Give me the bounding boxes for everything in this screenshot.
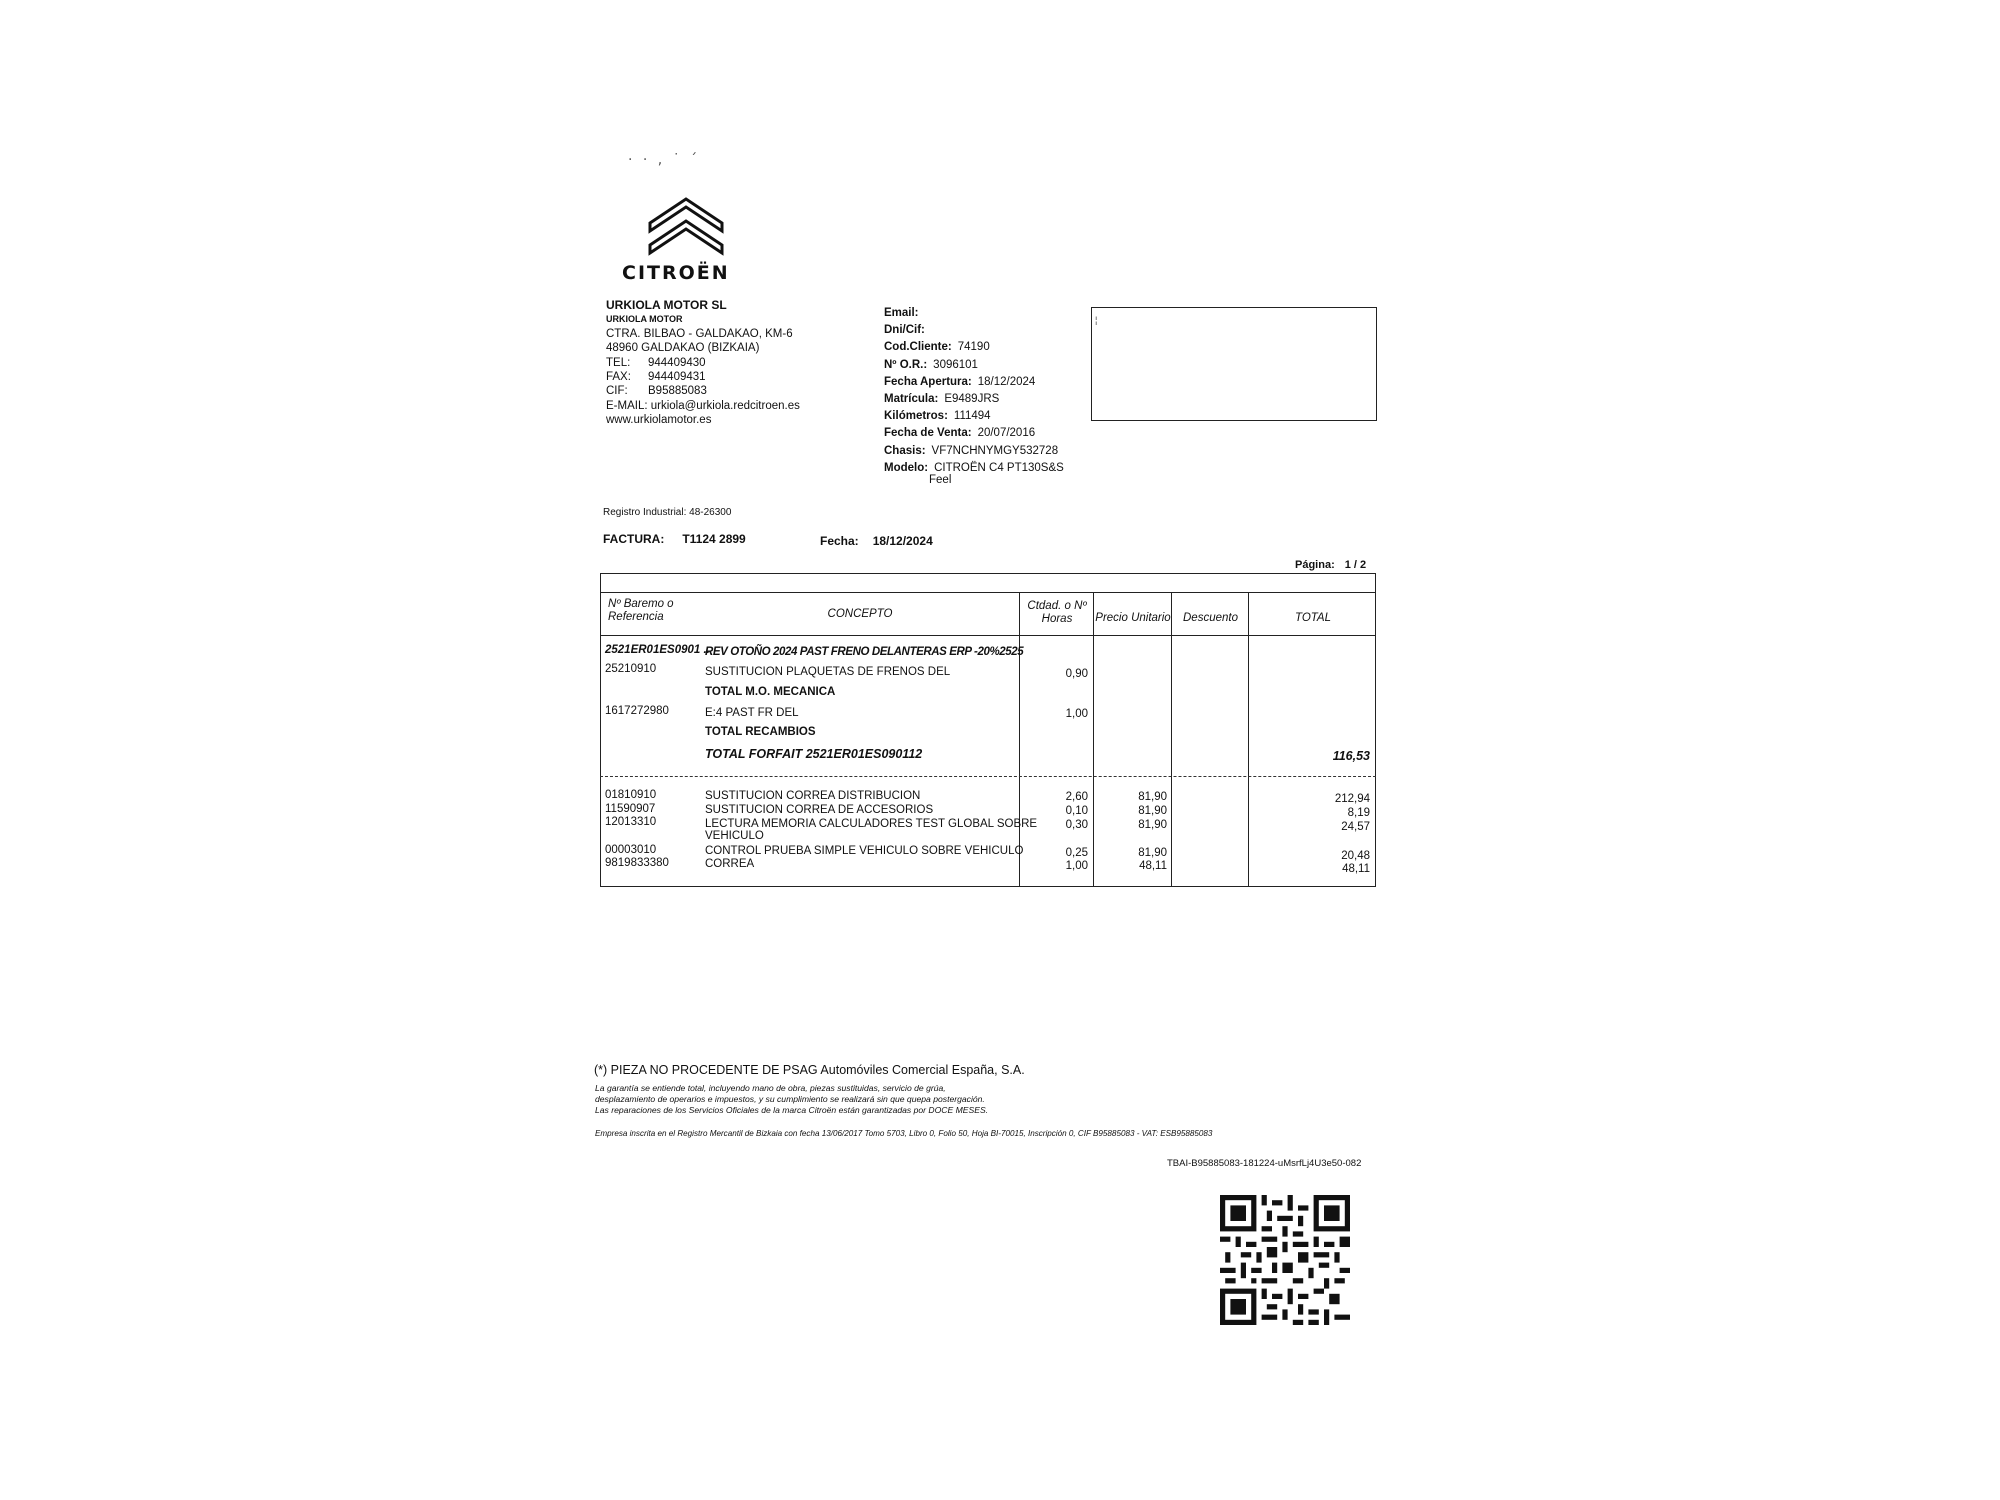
invoice-number: FACTURA: T1124 2899 xyxy=(603,532,746,546)
company-tel: TEL: 944409430 xyxy=(606,356,706,369)
warranty-text xyxy=(595,1083,1055,1116)
header-precio: Precio Unitario xyxy=(1095,612,1171,624)
info-dni: Dni/Cif: xyxy=(884,324,925,337)
registro-industrial: Registro Industrial: 48-26300 xyxy=(603,507,732,518)
header-cantidad: Ctdad. o Nº Horas xyxy=(1027,600,1087,625)
client-address-box xyxy=(1091,307,1377,421)
forfait-total-label: TOTAL FORFAIT 2521ER01ES090112 xyxy=(705,747,923,761)
warranty-line-3: Las reparaciones de los Servicios Oficiales de la marca Citroën están garantizadas por DOCE MESES. xyxy=(595,1105,989,1115)
col-divider-1 xyxy=(1019,592,1020,887)
table-row-ref: 12013310 xyxy=(605,816,657,828)
table-row-precio: 81,90 xyxy=(1138,819,1167,831)
table-row-total: 20,48 xyxy=(1341,850,1370,862)
info-apertura: Fecha Apertura: 18/12/2024 xyxy=(884,375,1036,388)
forfait-subtotal-label: TOTAL RECAMBIOS xyxy=(705,726,816,738)
page-number: Página: 1 / 2 xyxy=(1295,559,1367,571)
forfait-line-concepto: SUSTITUCION PLAQUETAS DE FRENOS DEL xyxy=(705,666,951,678)
double-chevron-icon xyxy=(646,193,726,257)
warranty-line-2: desplazamiento de operarios e impuestos, y su cumplimiento se realizará sin que quepa postergación. xyxy=(595,1094,985,1104)
table-row-concepto: LECTURA MEMORIA CALCULADORES TEST GLOBAL SOBRE xyxy=(705,818,1038,830)
company-subname: URKIOLA MOTOR xyxy=(606,314,683,325)
citroen-logo xyxy=(640,193,750,257)
company-cif: CIF: B95885083 xyxy=(606,385,707,398)
table-header-divider xyxy=(600,635,1376,636)
info-modelo-2: Feel xyxy=(929,474,952,487)
table-row-ref: 01810910 xyxy=(605,789,657,801)
info-km: Kilómetros: 111494 xyxy=(884,410,991,423)
forfait-line-cantidad: 1,00 xyxy=(1065,708,1088,720)
table-row-concepto: SUSTITUCION CORREA DISTRIBUCION xyxy=(705,790,921,802)
table-row-cantidad: 0,10 xyxy=(1065,805,1088,817)
info-chasis: Chasis: VF7NCHNYMGY532728 xyxy=(884,444,1059,457)
invoice-date: Fecha: 18/12/2024 xyxy=(820,534,933,548)
header-descuento: Descuento xyxy=(1183,612,1238,624)
company-address-1: CTRA. BILBAO - GALDAKAO, KM-6 xyxy=(606,327,793,340)
company-address-2: 48960 GALDAKAO (BIZKAIA) xyxy=(606,342,760,355)
footer-title: (*) PIEZA NO PROCEDENTE DE PSAG Automóviles Comercial España, S.A. xyxy=(594,1063,1025,1077)
forfait-ref: 2521ER01ES0901 .. xyxy=(605,644,710,656)
col-divider-3 xyxy=(1171,592,1172,887)
table-top-divider xyxy=(600,592,1376,593)
table-row-ref: 11590907 xyxy=(605,803,656,815)
company-name: URKIOLA MOTOR SL xyxy=(606,298,727,312)
table-row-total: 24,57 xyxy=(1341,821,1370,833)
info-matricula: Matrícula: E9489JRS xyxy=(884,393,1000,406)
handwritten-mark: · · , ˙ ´ xyxy=(628,152,701,168)
forfait-line-ref: 1617272980 xyxy=(605,705,669,717)
forfait-line-concepto: E:4 PAST FR DEL xyxy=(705,707,799,719)
info-or: Nº O.R.: 3096101 xyxy=(884,358,978,371)
forfait-line-cantidad: 0,90 xyxy=(1065,668,1088,680)
info-venta: Fecha de Venta: 20/07/2016 xyxy=(884,427,1036,440)
table-row-total: 48,11 xyxy=(1342,863,1370,875)
table-row-concepto-cont: VEHICULO xyxy=(705,830,764,842)
forfait-line-ref: 25210910 xyxy=(605,663,657,675)
header-concepto: CONCEPTO xyxy=(827,608,893,620)
table-row-precio: 81,90 xyxy=(1138,791,1167,803)
table-row-precio: 81,90 xyxy=(1138,847,1167,859)
header-total: TOTAL xyxy=(1295,612,1331,624)
table-row-cantidad: 0,30 xyxy=(1065,819,1088,831)
forfait-subtotal-label: TOTAL M.O. MECANICA xyxy=(705,686,836,698)
col-divider-2 xyxy=(1093,592,1094,887)
company-email: E-MAIL: urkiola@urkiola.redcitroen.es xyxy=(606,399,800,412)
tbai-code: TBAI-B95885083-181224-uMsrfLj4U3e50-082 xyxy=(1167,1158,1362,1169)
table-row-total: 8,19 xyxy=(1347,807,1370,819)
company-block xyxy=(606,298,800,428)
table-row-ref: 9819833380 xyxy=(605,857,669,869)
table-row-cantidad: 2,60 xyxy=(1065,791,1088,803)
header-ref: Nº Baremo o Referencia xyxy=(608,598,674,623)
table-row-precio: 48,11 xyxy=(1139,860,1167,872)
table-row-concepto: SUSTITUCION CORREA DE ACCESORIOS xyxy=(705,804,934,816)
company-web: www.urkiolamotor.es xyxy=(606,414,712,427)
warranty-line-1: La garantía se entiende total, incluyendo mano de obra, piezas sustituidas, servicio de grúa, xyxy=(595,1083,946,1093)
brand-name: CITROËN xyxy=(622,262,730,284)
forfait-concepto: REV OTOÑO 2024 PAST FRENO DELANTERAS ERP -20%2525 xyxy=(705,646,1024,658)
qr-code-icon xyxy=(1220,1195,1350,1325)
table-row-ref: 00003010 xyxy=(605,844,657,856)
table-row-concepto: CORREA xyxy=(705,858,755,870)
order-info xyxy=(884,305,1064,489)
table-row-concepto: CONTROL PRUEBA SIMPLE VEHICULO SOBRE VEHICULO xyxy=(705,845,1024,857)
col-divider-4 xyxy=(1248,592,1249,887)
info-email: Email: xyxy=(884,307,919,319)
mercantile-registry: Empresa inscrita en el Registro Mercantil de Bizkaia con fecha 13/06/2017 Tomo 5703, Libro 0, Folio 50, Hoja BI-70015, Inscripción 0, CIF B95885083 - VAT: ESB95885083 xyxy=(595,1129,1213,1138)
forfait-total-value: 116,53 xyxy=(1332,749,1370,763)
table-row-total: 212,94 xyxy=(1334,793,1370,805)
table-row-cantidad: 0,25 xyxy=(1065,847,1088,859)
info-cliente: Cod.Cliente: 74190 xyxy=(884,341,990,354)
table-row-cantidad: 1,00 xyxy=(1065,860,1088,872)
table-row-precio: 81,90 xyxy=(1138,805,1167,817)
info-modelo: Modelo: CITROËN C4 PT130S&S xyxy=(884,461,1064,474)
address-box-mark: ¦ xyxy=(1095,315,1098,325)
forfait-separator xyxy=(600,776,1376,777)
company-fax: FAX: 944409431 xyxy=(606,371,706,384)
